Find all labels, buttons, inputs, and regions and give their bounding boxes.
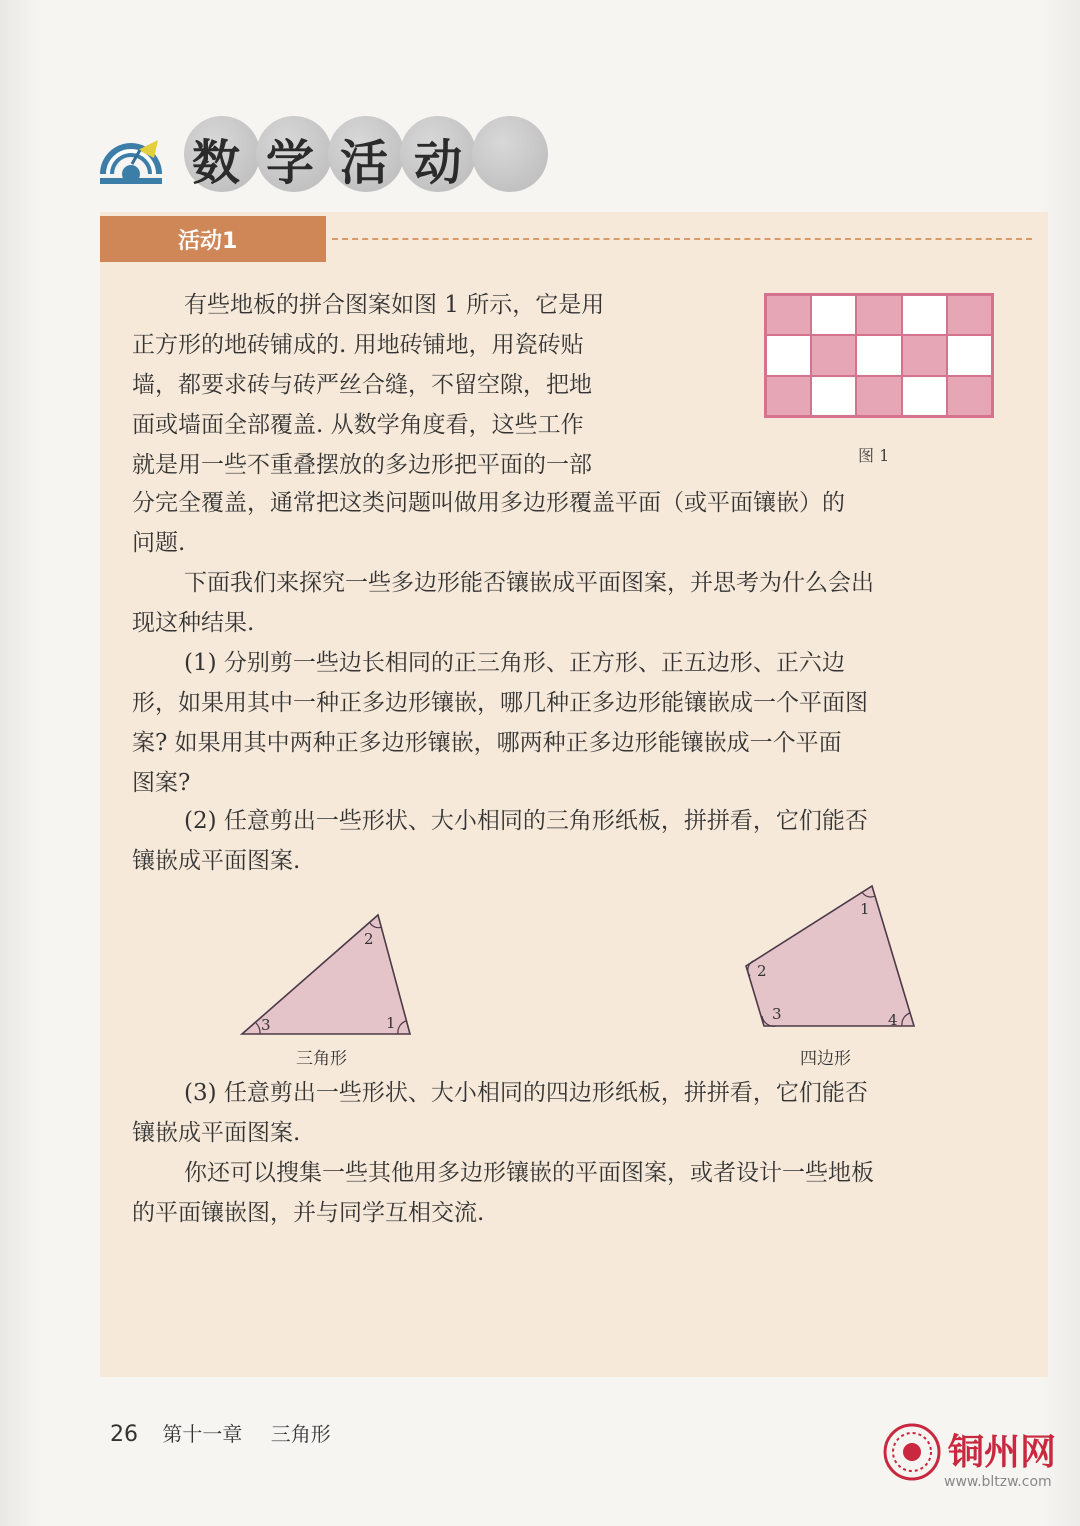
floor-tile-figure (764, 293, 994, 418)
tile-pink (947, 376, 992, 416)
text-line: 你还可以搜集一些其他用多边形镶嵌的平面图案，或者设计一些地板 (184, 1160, 874, 1186)
text-line: 分完全覆盖，通常把这类问题叫做用多边形覆盖平面（或平面镶嵌）的 (132, 490, 845, 516)
text-line: (1) 分别剪一些边长相同的正三角形、正方形、正五边形、正六边 (184, 650, 845, 676)
angle-label: 1 (860, 900, 870, 918)
watermark-url: www.bltzw.com (944, 1474, 1052, 1490)
tile-white (811, 295, 856, 335)
angle-label: 3 (772, 1005, 782, 1023)
text-line: 的平面镶嵌图，并与同学互相交流. (132, 1200, 485, 1226)
angle-label: 1 (386, 1014, 396, 1032)
text-line: 问题. (132, 530, 186, 556)
text-line: 形，如果用其中一种正多边形镶嵌，哪几种正多边形能镶嵌成一个平面图 (132, 690, 868, 716)
angle-label: 4 (888, 1011, 898, 1029)
text-line: (3) 任意剪出一些形状、大小相同的四边形纸板，拼拼看，它们能否 (184, 1080, 868, 1106)
tile-white (811, 376, 856, 416)
text-line: 墙，都要求砖与砖严丝合缝，不留空隙，把地 (132, 372, 592, 398)
section-header (96, 112, 496, 196)
chapter-title: 三角形 (270, 1422, 331, 1446)
text-line: 现这种结果. (132, 610, 255, 636)
tile-white (856, 335, 901, 375)
text-line: 就是用一些不重叠摆放的多边形把平面的一部 (132, 452, 592, 478)
text-line: 图案? (132, 770, 191, 796)
dashed-divider (332, 238, 1032, 240)
activity-logo-icon (96, 124, 166, 188)
text-line: 案? 如果用其中两种正多边形镶嵌，哪两种正多边形能镶嵌成一个平面 (132, 730, 842, 756)
tile-pink (811, 335, 856, 375)
tile-pink (766, 376, 811, 416)
angle-label: 2 (757, 962, 767, 980)
tile-pink (766, 295, 811, 335)
figure-1-caption: 图 1 (858, 446, 890, 465)
text-line: 镶嵌成平面图案. (132, 848, 301, 874)
triangle-figure (236, 905, 426, 1040)
page-footer (110, 1418, 331, 1447)
text-line: 镶嵌成平面图案. (132, 1120, 301, 1146)
tile-white (902, 376, 947, 416)
text-line: 下面我们来探究一些多边形能否镶嵌成平面图案，并思考为什么会出 (184, 570, 874, 596)
triangle-caption: 三角形 (296, 1049, 347, 1069)
watermark-name: 铜州网 (948, 1431, 1057, 1473)
tile-pink (947, 295, 992, 335)
site-watermark (878, 1420, 1068, 1510)
page-title: 数学活动 (192, 135, 489, 191)
watermark-seal-icon (882, 1422, 942, 1482)
tile-white (902, 295, 947, 335)
tile-pink (856, 376, 901, 416)
quadrilateral-figure (738, 880, 928, 1032)
text-line: 有些地板的拼合图案如图 1 所示，它是用 (184, 292, 605, 318)
activity-tab-label: 活动1 (178, 229, 238, 254)
angle-label: 2 (364, 930, 374, 948)
tile-pink (902, 335, 947, 375)
text-line: 面或墙面全部覆盖. 从数学角度看，这些工作 (132, 412, 584, 438)
tile-white (947, 335, 992, 375)
tile-pink (856, 295, 901, 335)
text-line: 正方形的地砖铺成的. 用地砖铺地，用瓷砖贴 (132, 332, 584, 358)
quadrilateral-caption: 四边形 (800, 1049, 851, 1069)
text-line: (2) 任意剪出一些形状、大小相同的三角形纸板，拼拼看，它们能否 (184, 808, 868, 834)
chapter-number: 第十一章 (162, 1422, 243, 1446)
tile-white (766, 335, 811, 375)
angle-label: 3 (261, 1016, 271, 1034)
page-number: 26 (110, 1422, 138, 1447)
